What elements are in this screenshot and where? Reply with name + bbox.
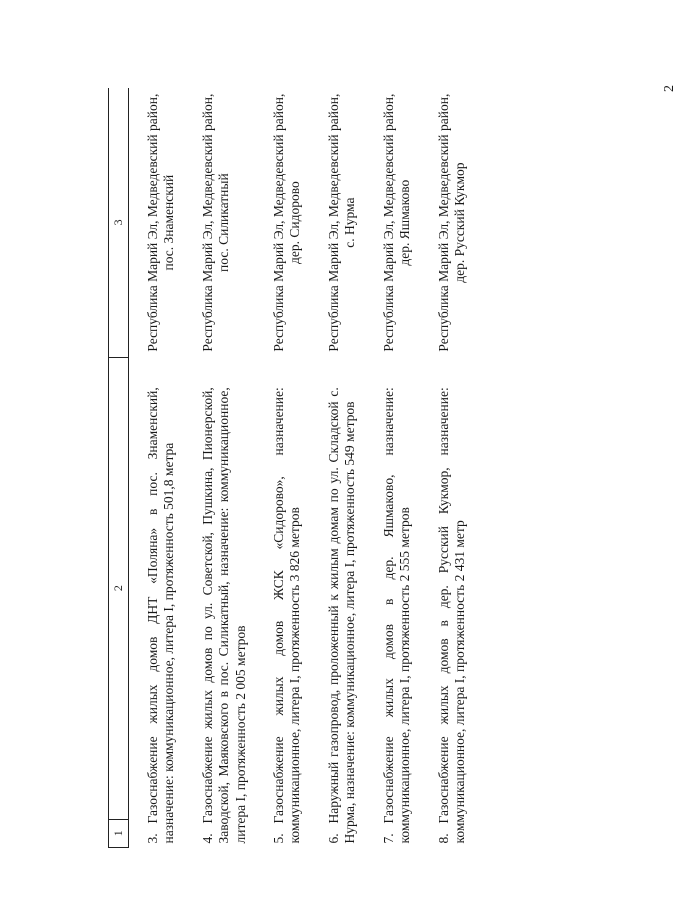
property-table bbox=[108, 88, 475, 848]
table-row bbox=[365, 88, 420, 848]
row-description: Газоснабжение жилых домов в дер. Яшмаково, назначение: коммуникационное, литера I, протяженность 2 555 метров bbox=[380, 387, 413, 844]
row-description: Газоснабжение жилых домов в дер. Русский Кукмор, назначение: коммуникационное, литера I, протяженность 2 431 метр bbox=[435, 387, 468, 844]
table-row bbox=[420, 88, 475, 848]
row-location: Республика Марий Эл, Медведевский район, дер. Русский Кукмор bbox=[435, 93, 468, 352]
column-header-3: 3 bbox=[109, 88, 129, 357]
row-location: Республика Марий Эл, Медведевский район, с. Нурма bbox=[325, 93, 358, 352]
row-number: 5. bbox=[270, 833, 286, 844]
row-number: 4. bbox=[199, 833, 215, 844]
row-location: Республика Марий Эл, Медведевский район, дер. Сидорово bbox=[270, 93, 303, 352]
row-location: Республика Марий Эл, Медведевский район, пос. Знаменский bbox=[144, 93, 177, 352]
table-row bbox=[128, 88, 183, 848]
row-number: 3. bbox=[144, 833, 160, 844]
table-row bbox=[255, 88, 310, 848]
table-row bbox=[184, 88, 255, 848]
row-description: Газоснабжение жилых домов ДНТ «Поляна» в пос. Знаменский, назначение: коммуникационное, литера I, протяженность 501,8 метра bbox=[144, 387, 177, 844]
rotated-table-container bbox=[108, 88, 528, 848]
row-location: Республика Марий Эл, Медведевский район, дер. Яшмаково bbox=[380, 93, 413, 352]
column-header-1: 1 bbox=[109, 819, 129, 847]
row-number: 8. bbox=[435, 833, 451, 844]
row-description: Наружный газопровод, проложенный к жилым домам по ул. Складской с. Нурма, назначение: коммуникационное, литера I, протяженность 549 метров bbox=[325, 387, 358, 844]
row-location: Республика Марий Эл, Медведевский район, пос. Силикатный bbox=[199, 93, 232, 352]
row-description: Газоснабжение жилых домов ЖСК «Сидорово», назначение: коммуникационное, литера I, протяженность 3 826 метров bbox=[270, 387, 303, 844]
row-number: 6. bbox=[325, 833, 341, 844]
table-header-row bbox=[109, 88, 129, 848]
row-number: 7. bbox=[380, 833, 396, 844]
table-row bbox=[310, 88, 365, 848]
column-header-2: 2 bbox=[109, 357, 129, 819]
row-description: Газоснабжение жилых домов по ул. Советской, Пушкина, Пионерской, Заводской, Маяковского в пос. Силикатный, назначение: коммуникационное, литера I, протяженность 2 005 метров bbox=[199, 387, 248, 844]
page-number: 2 bbox=[662, 85, 677, 92]
